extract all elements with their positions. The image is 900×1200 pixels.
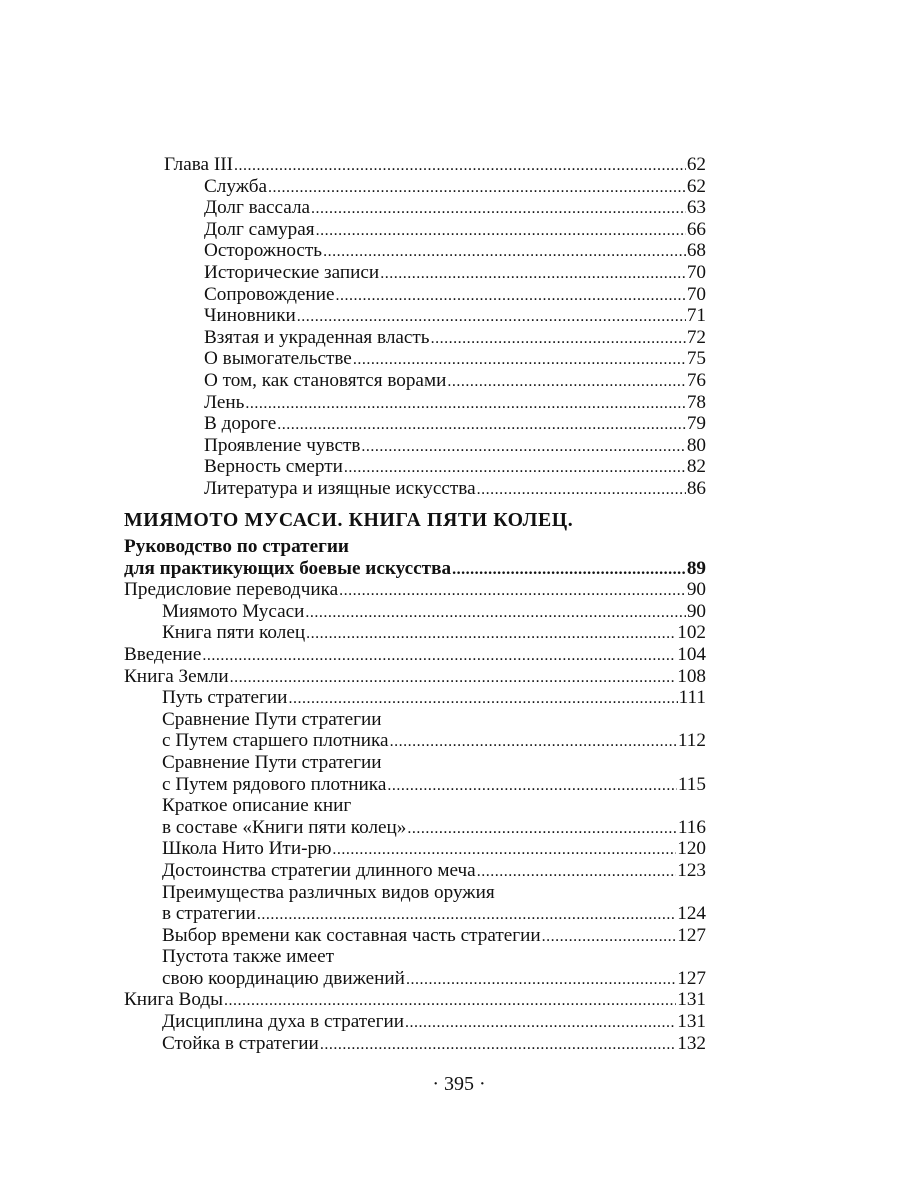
toc-entry	[124, 860, 706, 882]
toc-entry	[124, 1033, 706, 1055]
toc-entry	[124, 925, 706, 947]
toc-entry	[124, 709, 706, 731]
toc-entry	[124, 305, 706, 327]
toc-entry-page: 131	[677, 1011, 706, 1033]
toc-entry-page: 76	[686, 369, 706, 391]
toc-entry-title: Пустота также имеет	[162, 946, 334, 968]
toc-list-five-rings	[124, 536, 706, 1054]
toc-entry	[124, 262, 706, 284]
toc-entry-page: 62	[686, 175, 706, 197]
dot-leader	[332, 838, 676, 861]
toc-entry	[124, 882, 706, 904]
toc-entry-page: 72	[686, 326, 706, 348]
dot-leader	[288, 687, 677, 710]
dot-leader	[380, 262, 686, 285]
dot-leader	[234, 154, 686, 177]
dot-leader	[407, 817, 677, 840]
dot-leader	[202, 644, 676, 667]
toc-entry-title: с Путем рядового плотника	[162, 773, 387, 795]
toc-entry-title: с Путем старшего плотника	[162, 730, 389, 752]
toc-entry	[124, 795, 706, 817]
toc-entry-title: в стратегии	[162, 903, 256, 925]
toc-entry-title: в составе «Книги пяти колец»	[162, 816, 407, 838]
toc-entry	[124, 774, 706, 796]
dot-leader	[405, 1011, 676, 1034]
toc-entry-page: 124	[677, 903, 706, 925]
toc-entry-title: свою координацию движений	[162, 967, 405, 989]
dot-leader	[316, 219, 686, 242]
page-number: · 395 ·	[432, 1073, 486, 1095]
dot-leader	[344, 456, 686, 479]
toc-entry	[124, 392, 706, 414]
dot-leader	[477, 478, 686, 501]
toc-entry	[124, 644, 706, 666]
toc-entry-title: В дороге	[204, 413, 277, 435]
toc-entry	[124, 968, 706, 990]
dot-leader	[477, 860, 677, 883]
toc-entry-page: 63	[686, 197, 706, 219]
toc-entry-page: 123	[677, 859, 706, 881]
toc-entry-title: Взятая и украденная власть	[204, 326, 430, 348]
toc-entry-page: 82	[686, 456, 706, 478]
toc-entry	[124, 1011, 706, 1033]
toc-entry-title: Преимущества различных видов оружия	[162, 881, 495, 903]
toc-entry	[124, 622, 706, 644]
toc-entry-title: Предисловие переводчика	[124, 579, 339, 601]
dot-leader	[387, 774, 677, 797]
toc-entry-title: для практикующих боевые искусства	[124, 557, 452, 579]
toc-entry-page: 90	[686, 600, 706, 622]
toc-entry-page: 132	[677, 1032, 706, 1054]
toc-entry	[124, 456, 706, 478]
toc-entry-title: О том, как становятся ворами	[204, 369, 447, 391]
dot-leader	[452, 558, 686, 581]
toc-entry-title: Введение	[124, 643, 202, 665]
toc-entry-title: Руководство по стратегии	[124, 536, 349, 557]
toc-entry-page: 112	[677, 730, 706, 752]
toc-entry-title: Чиновники	[204, 305, 296, 327]
toc-entry-page: 115	[677, 773, 706, 795]
dot-leader	[224, 989, 676, 1012]
dot-leader	[320, 1033, 676, 1056]
toc-entry-page: 71	[686, 305, 706, 327]
toc-entry-title: Школа Нито Ити-рю	[162, 838, 332, 860]
toc-entry-page: 108	[677, 665, 706, 687]
dot-leader	[297, 305, 686, 328]
toc-entry-page: 102	[677, 622, 706, 644]
dot-leader	[306, 622, 676, 645]
dot-leader	[339, 579, 686, 602]
toc-entry-page: 127	[677, 924, 706, 946]
toc-entry-title: Служба	[204, 175, 267, 197]
toc-entry	[124, 435, 706, 457]
toc-entry-page: 104	[677, 643, 706, 665]
toc-entry-page: 79	[686, 413, 706, 435]
toc-entry	[124, 752, 706, 774]
dot-leader	[245, 392, 685, 415]
toc-entry	[124, 370, 706, 392]
section-title: МИЯМОТО МУСАСИ. КНИГА ПЯТИ КОЛЕЦ.	[124, 509, 574, 531]
toc-entry	[124, 687, 706, 709]
toc-entry-page: 66	[686, 218, 706, 240]
toc-entry	[124, 240, 706, 262]
toc-entry-page: 75	[686, 348, 706, 370]
toc-entry-page: 70	[686, 283, 706, 305]
toc-entry-page: 62	[686, 154, 706, 175]
dot-leader	[361, 435, 685, 458]
toc-entry-page: 80	[686, 434, 706, 456]
toc-entry	[124, 730, 706, 752]
toc-entry-title: Исторические записи	[204, 261, 380, 283]
toc-entry	[124, 219, 706, 241]
toc-entry-page: 86	[686, 477, 706, 499]
dot-leader	[230, 666, 677, 689]
toc-entry-page: 70	[686, 261, 706, 283]
toc-entry	[124, 666, 706, 688]
toc-entry-title: Стойка в стратегии	[162, 1032, 319, 1054]
toc-entry	[124, 176, 706, 198]
dot-leader	[406, 968, 676, 991]
toc-entry	[124, 601, 706, 623]
toc-entry-title: Сравнение Пути стратегии	[162, 751, 382, 773]
toc-entry	[124, 579, 706, 601]
toc-entry-title: Достоинства стратегии длинного меча	[162, 859, 476, 881]
dot-leader	[542, 925, 677, 948]
toc-entry-title: Сравнение Пути стратегии	[162, 708, 382, 730]
toc-entry-title: О вымогательстве	[204, 348, 352, 370]
toc-entry-title: Литература и изящные искусства	[204, 477, 476, 499]
toc-entry	[124, 197, 706, 219]
toc-entry-title: Верность смерти	[204, 456, 343, 478]
toc-entry-title: Долг вассала	[204, 197, 311, 219]
toc-entry	[124, 817, 706, 839]
toc-entry-page: 68	[686, 240, 706, 262]
dot-leader	[311, 197, 686, 220]
toc-entry	[124, 284, 706, 306]
toc-entry-title: Книга пяти колец	[162, 622, 306, 644]
toc-entry-title: Дисциплина духа в стратегии	[162, 1011, 405, 1033]
toc-entry-page: 127	[677, 967, 706, 989]
toc-list-chapter-3	[124, 154, 706, 500]
toc-entry-title: Осторожность	[204, 240, 323, 262]
dot-leader	[353, 348, 686, 371]
dot-leader	[390, 730, 677, 753]
toc-entry-title: Долг самурая	[204, 218, 315, 240]
toc-entry	[124, 478, 706, 500]
toc-entry-title: Путь стратегии	[162, 687, 288, 709]
toc-entry-title: Сопровождение	[204, 283, 335, 305]
toc-entry	[124, 838, 706, 860]
toc-entry-title: Проявление чувств	[204, 434, 361, 456]
toc-entry	[124, 989, 706, 1011]
toc-entry	[124, 946, 706, 968]
dot-leader	[335, 284, 685, 307]
dot-leader	[277, 413, 686, 436]
toc-entry	[124, 558, 706, 580]
toc-entry-page: 120	[677, 838, 706, 860]
toc-entry-title: Книга Воды	[124, 989, 224, 1011]
toc-entry	[124, 536, 706, 558]
toc-entry	[124, 903, 706, 925]
toc-entry-title: Выбор времени как составная часть стратегии	[162, 924, 541, 946]
toc-entry-title: Краткое описание книг	[162, 795, 352, 817]
dot-leader	[268, 176, 686, 199]
dot-leader	[257, 903, 676, 926]
toc-entry-title: Глава III	[164, 154, 234, 175]
toc-entry	[124, 327, 706, 349]
toc-entry-page: 78	[686, 391, 706, 413]
toc-entry	[124, 348, 706, 370]
toc-entry-page: 131	[677, 989, 706, 1011]
dot-leader	[305, 601, 685, 624]
toc-entry-title: Миямото Мусаси	[162, 600, 305, 622]
toc-entry-page: 90	[686, 579, 706, 601]
toc-entry-page: 116	[677, 816, 706, 838]
dot-leader	[447, 370, 685, 393]
toc-entry	[124, 413, 706, 435]
toc-entry-page: 89	[686, 557, 706, 579]
toc-entry-title: Лень	[204, 391, 245, 413]
toc-entry	[124, 154, 706, 176]
dot-leader	[431, 327, 686, 350]
dot-leader	[323, 240, 686, 263]
toc-entry-title: Книга Земли	[124, 665, 229, 687]
toc-entry-page: 111	[678, 687, 706, 709]
